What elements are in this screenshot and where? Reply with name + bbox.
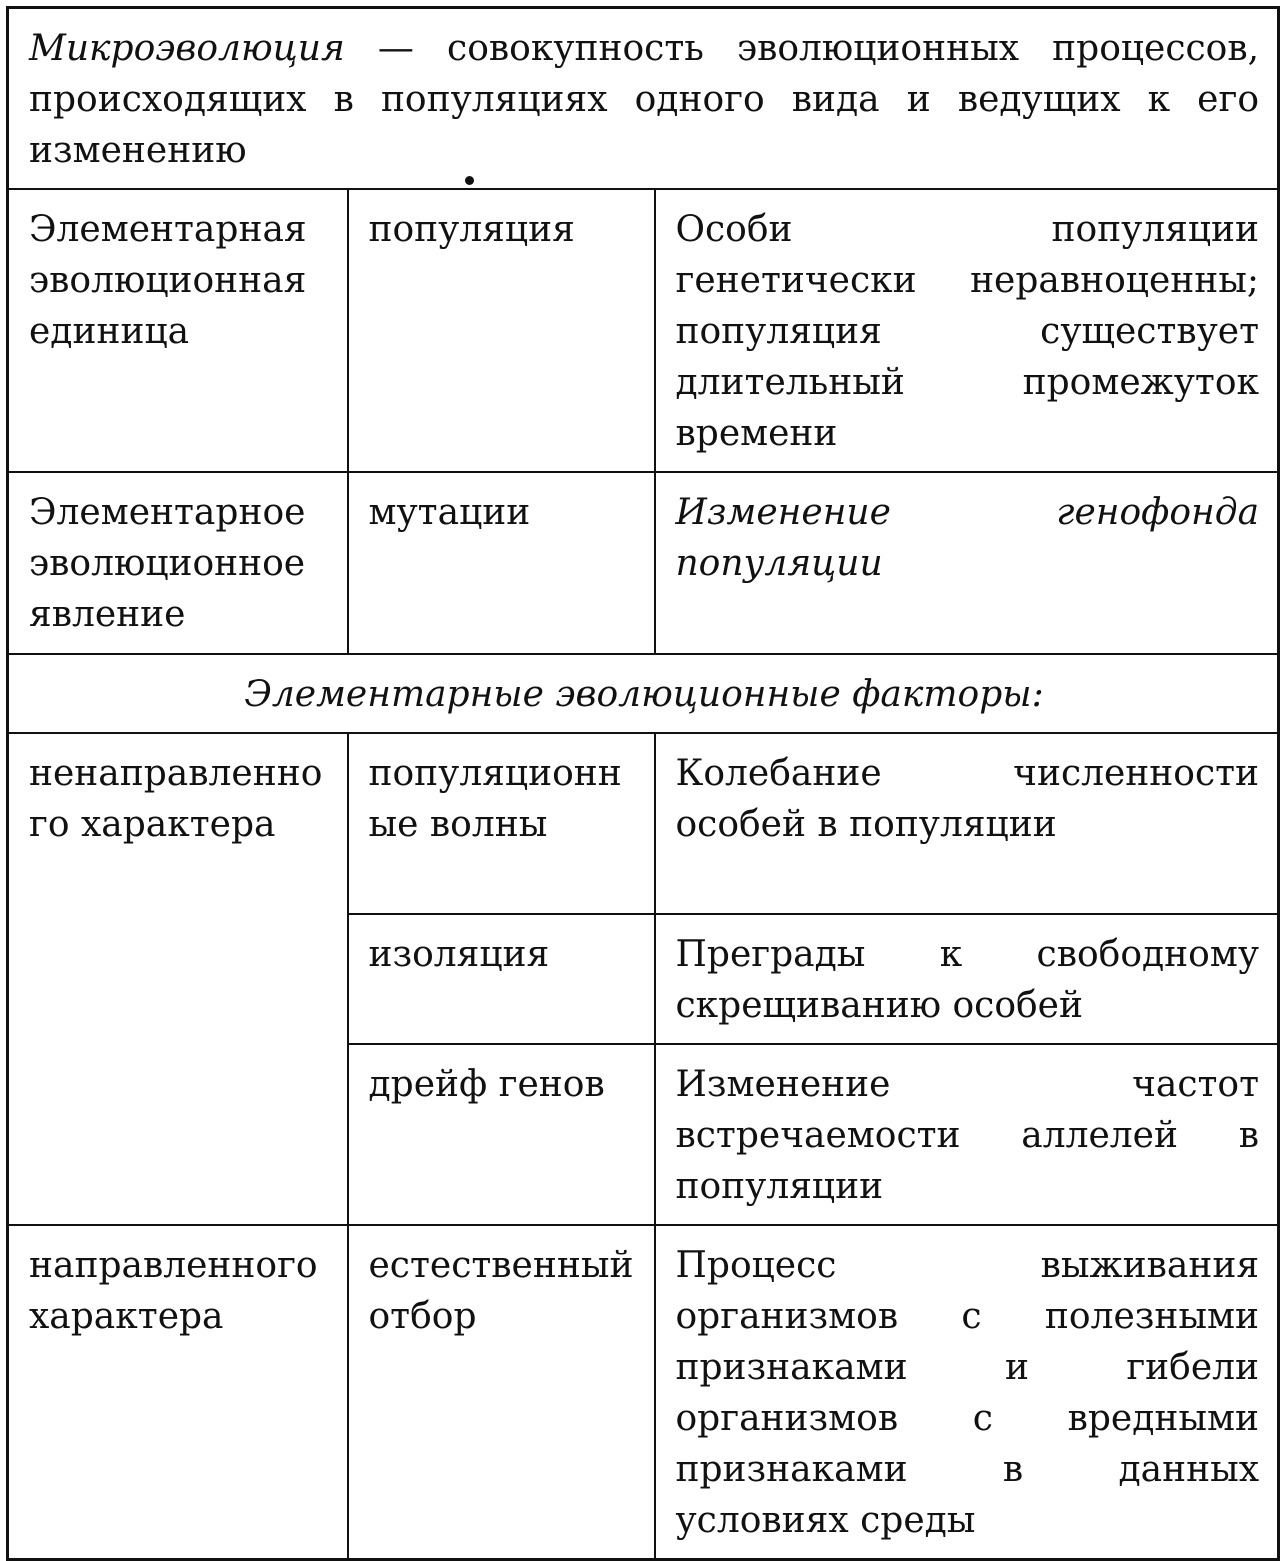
factor-name: дрейф генов bbox=[348, 1044, 655, 1225]
factors-header: Элементарные эволюционные факторы: bbox=[8, 654, 1279, 733]
factor-description: Преграды к свободному скрещиванию особей bbox=[655, 914, 1279, 1044]
row-description: Изменение генофонда популяции bbox=[655, 472, 1279, 654]
ink-dot bbox=[465, 176, 474, 185]
table-row bbox=[8, 1225, 1279, 1560]
table-row bbox=[8, 472, 1279, 654]
row-value: популяция bbox=[348, 189, 655, 472]
row-description: Особи популяции генетически неравноценны; популяция существует длительный промежуток времени bbox=[655, 189, 1279, 472]
definition-cell bbox=[8, 8, 1279, 190]
microevolution-table bbox=[6, 6, 1280, 1561]
row-label: Элементарное эволюционное явление bbox=[8, 472, 348, 654]
factor-name: естественный отбор bbox=[348, 1225, 655, 1560]
factor-description: Изменение частот встречаемости аллелей в популяции bbox=[655, 1044, 1279, 1225]
group-label: направленного характера bbox=[8, 1225, 348, 1560]
definition-row bbox=[8, 8, 1279, 190]
factor-name: изоляция bbox=[348, 914, 655, 1044]
definition-term: Микроэволюция bbox=[29, 28, 345, 69]
factor-description: Колебание численности особей в популяции bbox=[655, 733, 1279, 914]
factor-name: популяционные волны bbox=[348, 733, 655, 914]
factor-description: Процесс выживания организмов с полезными признаками и гибели организмов с вредными признаками в данных условиях среды bbox=[655, 1225, 1279, 1560]
factors-header-row bbox=[8, 654, 1279, 733]
table-row bbox=[8, 189, 1279, 472]
group-label: ненаправленного характера bbox=[8, 733, 348, 1225]
row-value: мутации bbox=[348, 472, 655, 654]
row-label: Элементарная эволюционная единица bbox=[8, 189, 348, 472]
definition-text: — совокупность эволюционных процессов, происходящих в популяциях одного вида и ведущих к его изменению bbox=[29, 28, 1260, 171]
table-row bbox=[8, 733, 1279, 914]
